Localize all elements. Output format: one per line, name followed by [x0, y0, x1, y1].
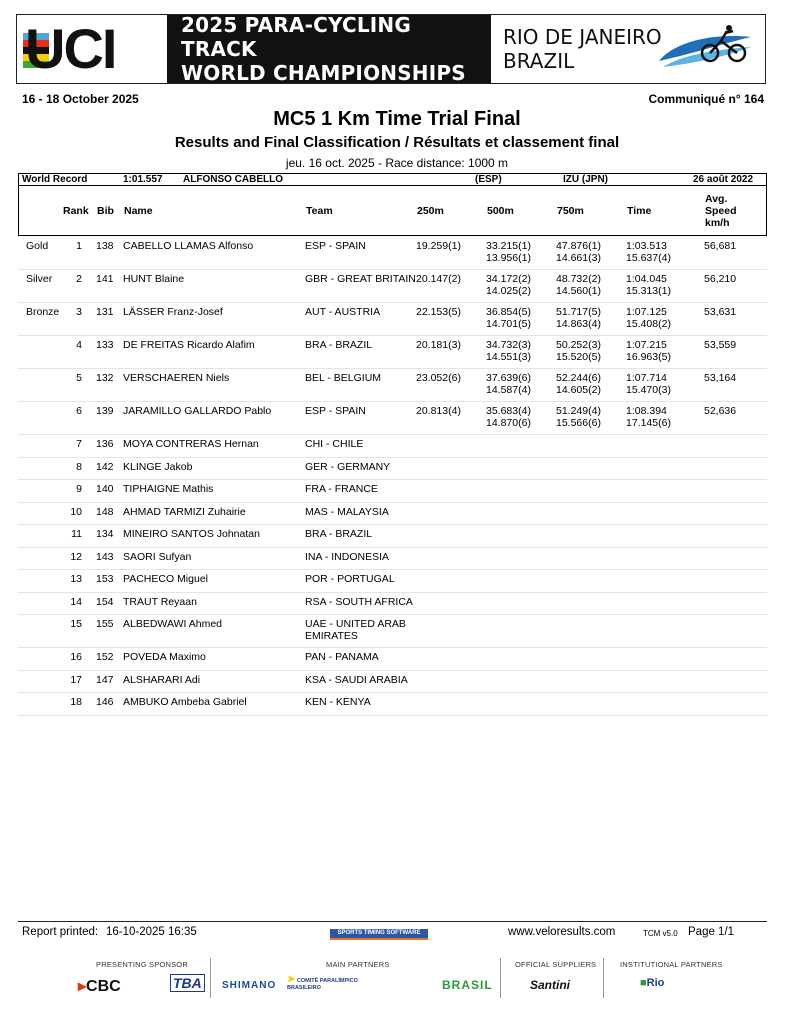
cell-name: CABELLO LLAMAS Alfonso	[123, 240, 254, 252]
cell-s500b: 14.025(2)	[486, 285, 531, 297]
cell-rank: 8	[76, 460, 82, 473]
cell-timeb: 17.145(6)	[626, 417, 671, 429]
event-line-2: WORLD CHAMPIONSHIPS	[181, 61, 466, 85]
cell-team: GER - GERMANY	[305, 460, 391, 473]
world-record-venue: IZU (JPN)	[563, 174, 608, 185]
cell-team: PAN - PANAMA	[305, 651, 379, 663]
table-row	[18, 547, 767, 571]
col-250m: 250m	[417, 205, 444, 217]
table-row	[18, 335, 767, 369]
cell-name: AMBUKO Ambeba Gabriel	[123, 696, 247, 708]
cell-team: ESP - SPAIN	[305, 405, 366, 417]
cell-name: VERSCHAEREN Niels	[123, 372, 230, 384]
cell-team: BRA - BRAZIL	[305, 528, 373, 540]
cell-time: 1:08.394	[626, 405, 667, 417]
governo-brasil-logo: BRASIL	[442, 978, 493, 992]
table-row	[18, 647, 767, 671]
world-record-date: 26 août 2022	[693, 174, 754, 185]
cell-s750: 51.717(5)	[556, 306, 601, 318]
cell-team: UAE - UNITED ARAB	[305, 618, 406, 630]
cell-rank: 15	[70, 618, 82, 630]
cell-rank: 1	[76, 240, 82, 252]
official-suppliers-label: OFFICIAL SUPPLIERS	[515, 960, 597, 969]
cell-s250: 20.813(4)	[416, 405, 461, 417]
world-record-bar	[18, 173, 767, 186]
cell-rank: 3	[76, 306, 82, 318]
cell-team: CHI - CHILE	[305, 438, 364, 450]
table-row	[18, 569, 767, 593]
cell-medal: Bronze	[26, 306, 60, 318]
tba-logo: TBA	[170, 974, 205, 992]
cell-bib: 148	[96, 505, 114, 518]
cell-name: AHMAD TARMIZI Zuhairie	[123, 505, 246, 518]
cell-name: MINEIRO SANTOS Johnatan	[123, 528, 260, 540]
results-header	[18, 186, 767, 236]
col-team: Team	[306, 205, 333, 217]
cell-s250: 22.153(5)	[416, 306, 461, 318]
cell-s500: 34.172(2)	[486, 273, 531, 285]
cell-name: KLINGE Jakob	[123, 460, 193, 473]
host-city: RIO DE JANEIRO	[503, 25, 662, 49]
page-subtitle: Results and Final Classification / Résultats et classement final	[174, 134, 620, 151]
cpb-logo: ➤ COMITÊ PARALÍMPICO BRASILEIRO	[287, 974, 358, 991]
cell-s500b: 14.701(5)	[486, 318, 531, 330]
cell-medal: Gold	[26, 240, 49, 252]
cell-s500: 34.732(3)	[486, 339, 531, 351]
report-printed-label: Report printed:	[22, 926, 99, 938]
cell-team: FRA - FRANCE	[305, 483, 378, 495]
cbc-logo: ▸CBC	[78, 978, 121, 995]
world-record-nation: (ESP)	[475, 174, 502, 185]
cell-s250: 19.259(1)	[416, 240, 461, 252]
cell-bib: 131	[96, 306, 114, 318]
cell-s500: 35.683(4)	[486, 405, 531, 417]
presenting-sponsor-label: PRESENTING SPONSOR	[96, 960, 188, 969]
cell-rank: 10	[70, 505, 82, 518]
cell-team: MAS - MALAYSIA	[305, 505, 389, 518]
cell-s250: 20.147(2)	[416, 273, 461, 285]
shimano-logo: SHIMANO	[222, 980, 277, 991]
cell-bib: 155	[96, 618, 114, 630]
cell-timeb: 16.963(5)	[626, 351, 671, 363]
table-row	[18, 401, 767, 435]
santini-logo: Santini	[530, 978, 571, 992]
cell-name: ALSHARARI Adi	[123, 673, 201, 686]
cell-name: JARAMILLO GALLARDO Pablo	[123, 405, 272, 417]
table-row	[18, 434, 767, 458]
cell-rank: 12	[70, 550, 82, 563]
col-500m: 500m	[487, 205, 514, 217]
page-number: Page 1/1	[688, 926, 735, 938]
table-row	[18, 692, 767, 716]
table-row	[18, 302, 767, 336]
cell-name: POVEDA Maximo	[123, 651, 206, 663]
cell-bib: 136	[96, 438, 114, 450]
table-row	[18, 524, 767, 548]
cell-time: 1:03.513	[626, 240, 667, 252]
cell-name: TRAUT Reyaan	[123, 595, 197, 608]
website-link[interactable]: www.veloresults.com	[508, 926, 616, 938]
cell-rank: 2	[76, 273, 82, 285]
cell-s250: 20.181(3)	[416, 339, 461, 351]
cell-team: RSA - SOUTH AFRICA	[305, 595, 413, 608]
cell-name: LÄSSER Franz-Josef	[123, 306, 223, 318]
cell-bib: 152	[96, 651, 114, 663]
cell-rank: 16	[70, 651, 82, 663]
world-record-holder: ALFONSO CABELLO	[183, 174, 283, 185]
cell-speed: 56,210	[704, 273, 737, 285]
cell-name: DE FREITAS Ricardo Alafim	[123, 339, 255, 351]
cell-rank: 13	[70, 573, 82, 585]
cell-timeb: 15.408(2)	[626, 318, 671, 330]
table-row	[18, 479, 767, 503]
cell-bib: 140	[96, 483, 114, 495]
cell-team: BEL - BELGIUM	[305, 372, 382, 384]
cell-time: 1:07.714	[626, 372, 667, 384]
cell-rank: 14	[70, 595, 82, 608]
cell-s750: 47.876(1)	[556, 240, 601, 252]
cell-time: 1:07.215	[626, 339, 667, 351]
cell-bib: 139	[96, 405, 114, 417]
uci-logo	[17, 15, 167, 83]
communique-number: Communiqué n° 164	[648, 92, 764, 106]
cell-speed: 53,559	[704, 339, 737, 351]
world-record-label: World Record	[22, 174, 88, 185]
cell-timeb: 15.313(1)	[626, 285, 671, 297]
cell-bib: 142	[96, 460, 114, 473]
cell-s500: 33.215(1)	[486, 240, 531, 252]
cell-bib: 138	[96, 240, 114, 252]
software-version: TCM v5.0	[643, 929, 678, 938]
cell-team: KEN - KENYA	[305, 696, 371, 708]
cell-s500b: 14.551(3)	[486, 351, 531, 363]
cell-name: SAORI Sufyan	[123, 550, 192, 563]
cell-bib: 132	[96, 372, 114, 384]
event-dates: 16 - 18 October 2025	[22, 92, 139, 106]
cell-team: INA - INDONESIA	[305, 550, 390, 563]
table-row	[18, 236, 767, 270]
page-title: MC5 1 Km Time Trial Final	[273, 108, 521, 130]
cell-bib: 147	[96, 673, 114, 686]
cell-rank: 18	[70, 696, 82, 708]
sponsor-divider	[210, 958, 211, 998]
world-record-time: 1:01.557	[123, 174, 163, 185]
cell-name: ALBEDWAWI Ahmed	[123, 618, 223, 630]
col-750m: 750m	[557, 205, 584, 217]
cell-rank: 7	[76, 438, 82, 450]
table-row	[18, 269, 767, 303]
cell-team: AUT - AUSTRIA	[305, 306, 381, 318]
table-row	[18, 368, 767, 402]
cell-rank: 17	[70, 673, 82, 686]
host-block	[491, 15, 765, 83]
col-rank: Rank	[63, 205, 89, 217]
cell-s500b: 13.956(1)	[486, 252, 531, 264]
cell-s750: 52.244(6)	[556, 372, 601, 384]
cell-team: GBR - GREAT BRITAIN	[305, 273, 416, 285]
cell-time: 1:07.125	[626, 306, 667, 318]
cell-rank: 6	[76, 405, 82, 417]
cell-s750: 51.249(4)	[556, 405, 601, 417]
cell-s500: 36.854(5)	[486, 306, 531, 318]
institutional-partners-label: INSTITUTIONAL PARTNERS	[620, 960, 723, 969]
col-name: Name	[124, 205, 153, 217]
cell-medal: Silver	[26, 273, 53, 285]
sports-timing-software-logo: SPORTS TIMING SOFTWARE	[330, 929, 428, 940]
cell-s250: 23.052(6)	[416, 372, 461, 384]
cell-s750b: 14.605(2)	[556, 384, 601, 396]
cell-s750b: 15.520(5)	[556, 351, 601, 363]
uci-logo-text: UCI	[25, 17, 116, 80]
cell-s500: 37.639(6)	[486, 372, 531, 384]
cell-team: POR - PORTUGAL	[305, 573, 395, 585]
cell-rank: 5	[76, 372, 82, 384]
cell-s750: 48.732(2)	[556, 273, 601, 285]
cell-timeb: 15.637(4)	[626, 252, 671, 264]
sponsor-divider	[500, 958, 501, 998]
cyclist-wave-icon	[655, 23, 755, 73]
cell-s750b: 14.661(3)	[556, 252, 601, 264]
col-time: Time	[627, 205, 652, 217]
cell-name: MOYA CONTRERAS Hernan	[123, 438, 259, 450]
cell-time: 1:04.045	[626, 273, 667, 285]
footer-divider	[18, 921, 767, 922]
cell-bib: 134	[96, 528, 114, 540]
cell-name: HUNT Blaine	[123, 273, 185, 285]
cell-s500b: 14.870(6)	[486, 417, 531, 429]
cell-rank: 4	[76, 339, 82, 351]
cell-bib: 133	[96, 339, 114, 351]
cell-name: PACHECO Miguel	[123, 573, 208, 585]
cell-bib: 146	[96, 696, 114, 708]
cell-bib: 153	[96, 573, 114, 585]
cell-team: ESP - SPAIN	[305, 240, 366, 252]
event-line-1: 2025 PARA-CYCLING TRACK	[181, 13, 411, 61]
cell-s750: 50.252(3)	[556, 339, 601, 351]
cell-team2: EMIRATES	[305, 630, 358, 642]
cell-speed: 52,636	[704, 405, 737, 417]
col-speed-3: km/h	[705, 217, 730, 229]
cell-speed: 53,631	[704, 306, 737, 318]
col-speed-2: Speed	[705, 205, 737, 217]
cell-bib: 154	[96, 595, 114, 608]
cell-rank: 9	[76, 483, 82, 495]
table-row	[18, 670, 767, 694]
rio-logo: ■Rio	[640, 977, 665, 989]
col-speed-1: Avg.	[705, 193, 728, 205]
table-row	[18, 592, 767, 616]
cell-s500b: 14.587(4)	[486, 384, 531, 396]
table-row	[18, 614, 767, 648]
cell-speed: 56,681	[704, 240, 737, 252]
sponsor-divider	[603, 958, 604, 998]
cell-bib: 141	[96, 273, 114, 285]
cell-rank: 11	[71, 528, 82, 540]
host-country: BRAZIL	[503, 49, 575, 73]
cell-s750b: 14.863(4)	[556, 318, 601, 330]
cell-s750b: 14.560(1)	[556, 285, 601, 297]
table-row	[18, 457, 767, 481]
cell-timeb: 15.470(3)	[626, 384, 671, 396]
cell-team: BRA - BRAZIL	[305, 339, 373, 351]
cell-s750b: 15.566(6)	[556, 417, 601, 429]
col-bib: Bib	[97, 205, 114, 217]
event-name-block	[167, 15, 491, 83]
main-partners-label: MAIN PARTNERS	[326, 960, 390, 969]
table-row	[18, 502, 767, 526]
event-banner	[16, 14, 766, 84]
cell-bib: 143	[96, 550, 114, 563]
cell-name: TIPHAIGNE Mathis	[123, 483, 214, 495]
cell-speed: 53,164	[704, 372, 737, 384]
cell-team: KSA - SAUDI ARABIA	[305, 673, 408, 686]
report-printed-value: 16-10-2025 16:35	[106, 926, 197, 938]
race-info: jeu. 16 oct. 2025 - Race distance: 1000 m	[285, 156, 509, 170]
